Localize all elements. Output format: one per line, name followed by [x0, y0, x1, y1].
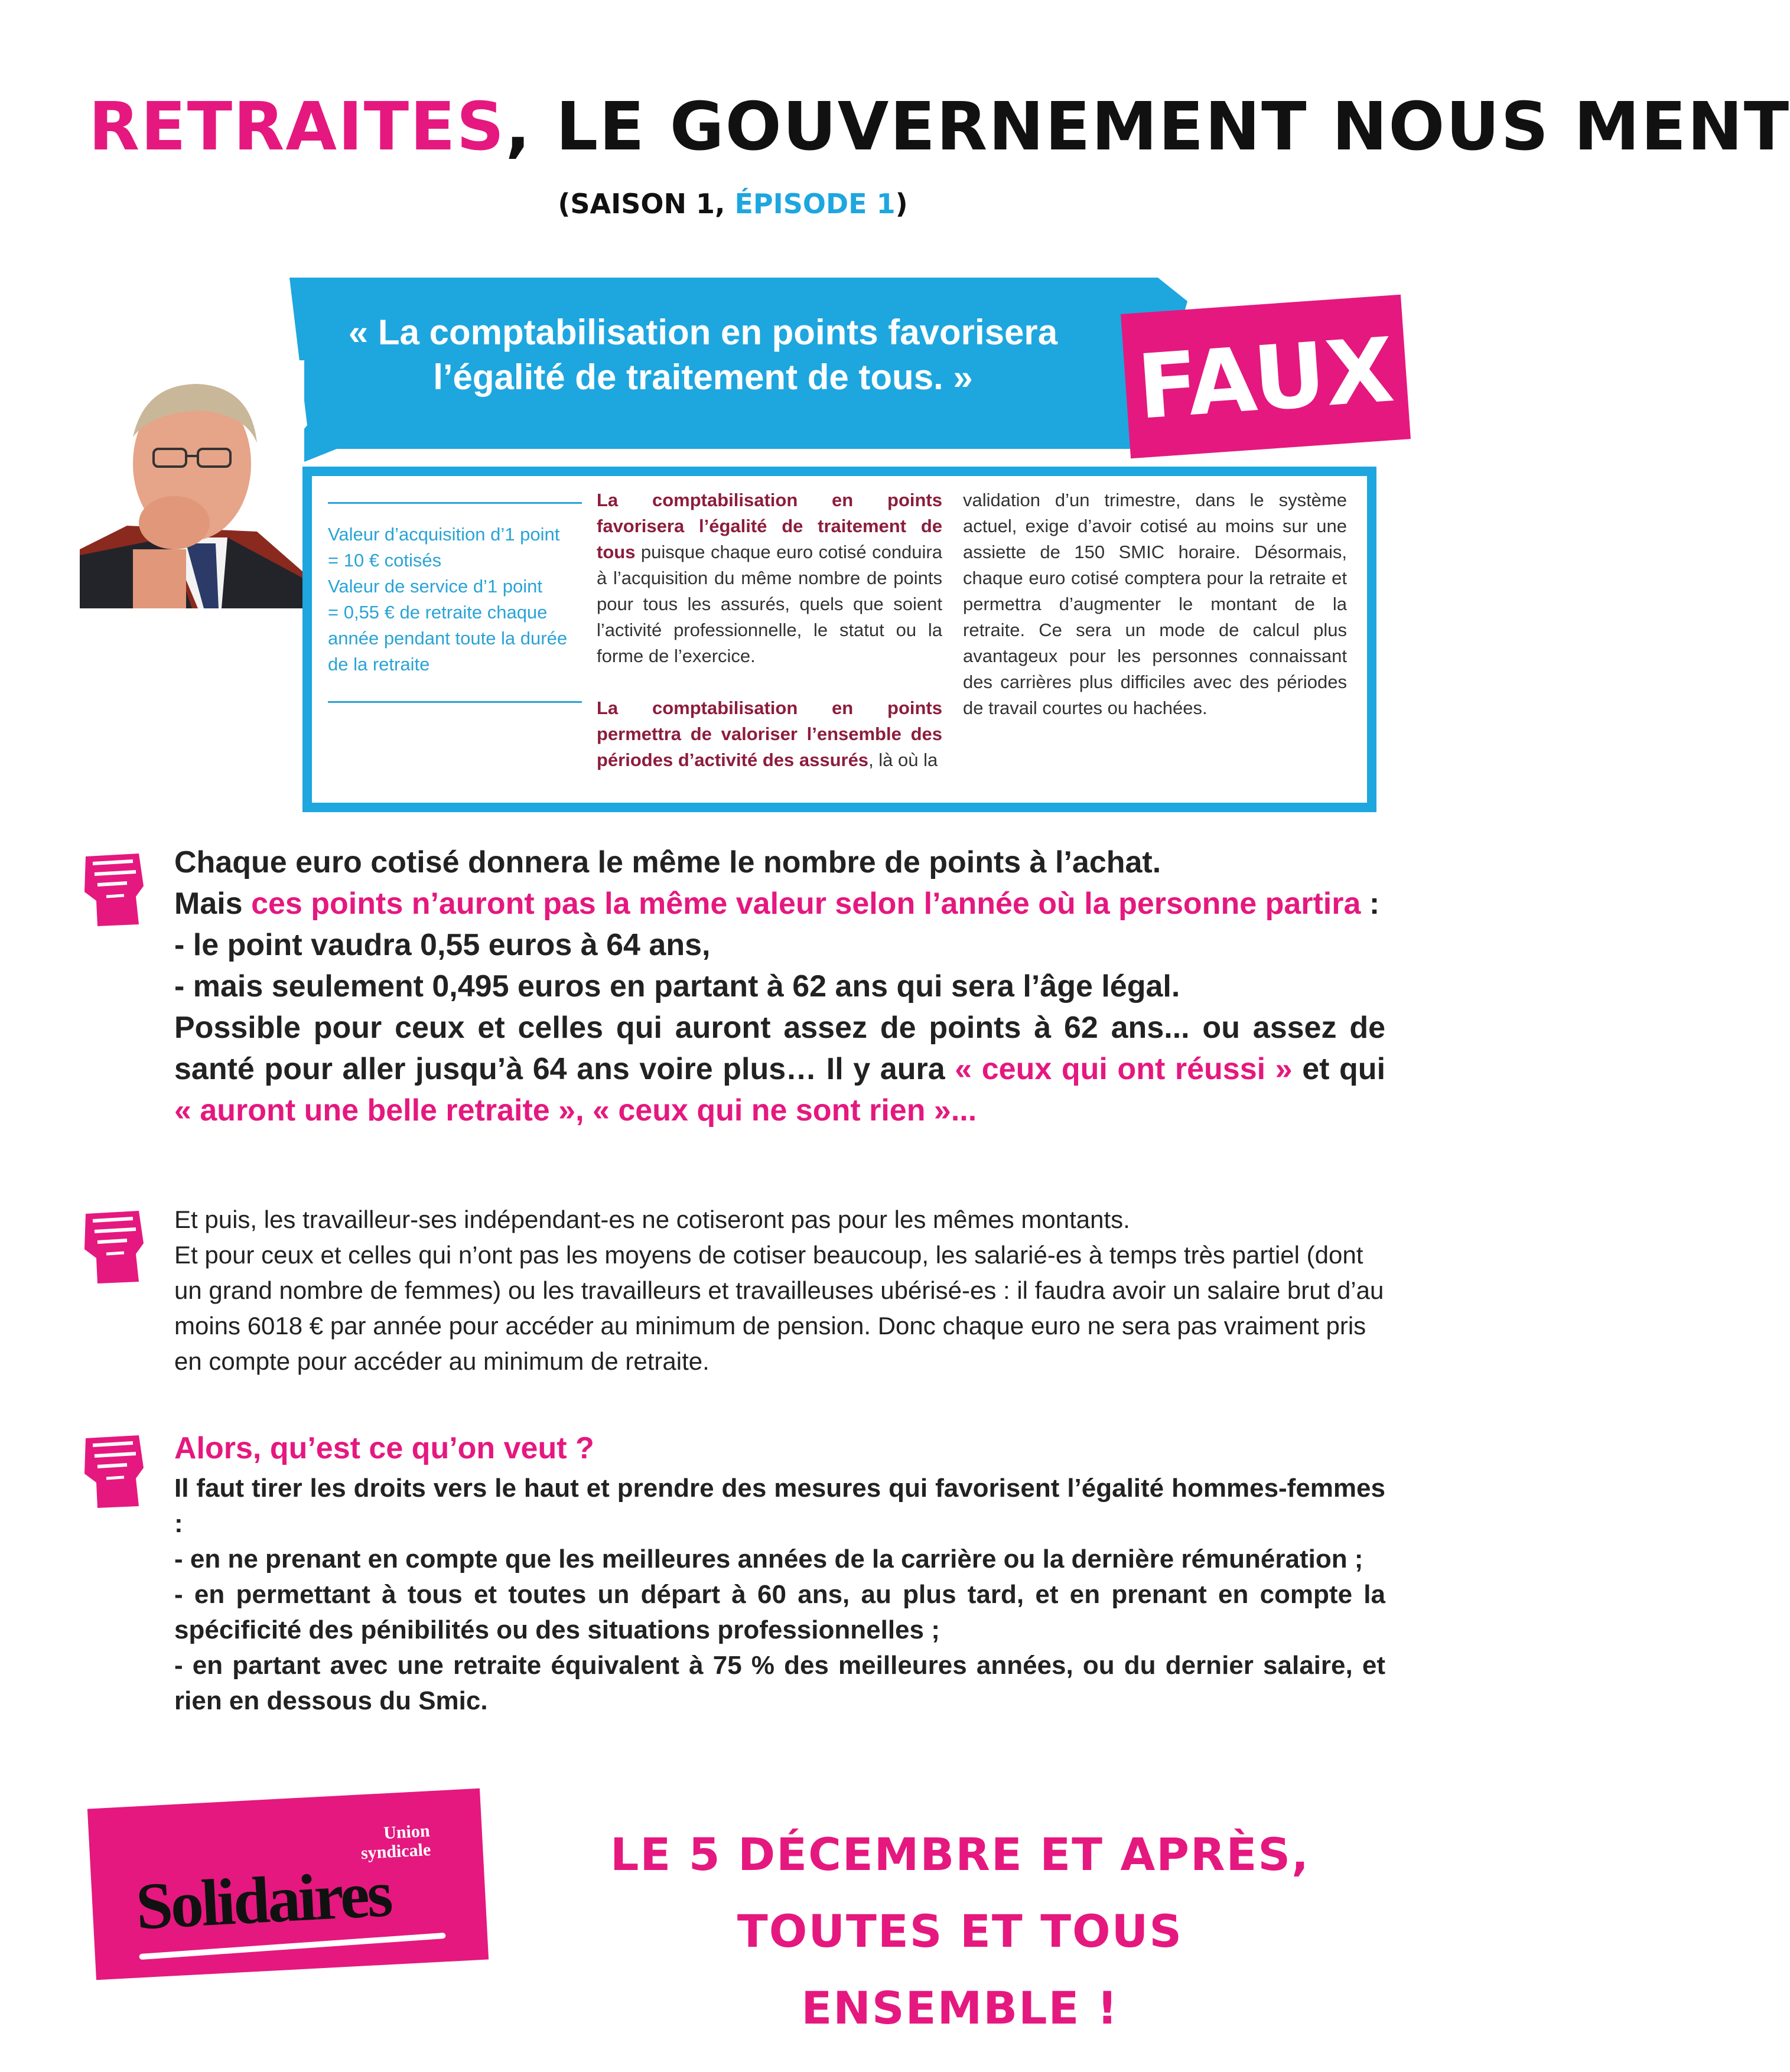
section-demands [174, 1471, 1385, 1719]
section1-paragraph [174, 883, 1385, 924]
section1-possible-text: Possible pour ceux et celles qui auront assez de points à 62 ans... ou assez de santé pour aller jusqu’à 64 ans voire plus… Il y aura [174, 1011, 1385, 1086]
section3-bullet3: - en partant avec une retraite équivalent à 75 % des meilleures années, ou du dernier salaire, et rien en dessous du Smic. [174, 1651, 1385, 1715]
faux-label: FAUX [1134, 319, 1398, 439]
quote-text [289, 310, 1117, 400]
title-rest: , LE GOUVERNEMENT NOUS MENT [505, 89, 1790, 165]
section1-quote1: « ceux qui ont réussi » [955, 1052, 1293, 1086]
page-title [89, 89, 1790, 177]
raised-fist-icon [80, 1432, 148, 1509]
excerpt-left-line: Valeur de service d’1 point [328, 576, 543, 597]
section1-bullet2: - mais seulement 0,495 euros en partant à 62 ans qui sera l’âge légal. [174, 969, 1180, 1004]
section3-title: Alors, qu’est ce qu’on veut ? [174, 1431, 594, 1465]
excerpt-middle-column [597, 487, 942, 773]
subtitle-close: ) [895, 188, 908, 220]
excerpt-left-line: = 0,55 € de retraite chaque [328, 602, 548, 623]
section1-quote2: « auront une belle retraite », « ceux qui ne sont rien »... [174, 1093, 977, 1128]
section-independants [174, 1202, 1385, 1379]
excerpt-text-2: , là où la [868, 750, 938, 770]
quote-line-1: « La comptabilisation en points favorisera [348, 312, 1058, 352]
excerpt-text-1: puisque chaque euro cotisé conduira à l’acquisition du même nombre de points pour tous les assurés, quels que soient l’activité professionnelle, le statut ou la forme de l’exercice. [597, 542, 942, 666]
excerpt-heading-2: La comptabilisation en points permettra de valoriser l’ensemble des périodes d’activité des assurés [597, 698, 942, 770]
section1-possible [174, 1007, 1385, 1131]
excerpt-left-line: = 10 € cotisés [328, 550, 442, 571]
section3-bullet1: - en ne prenant en compte que les meilleures années de la carrière ou la dernière rémunération ; [174, 1545, 1363, 1573]
section-points-value [174, 842, 1385, 1131]
portrait-photo [80, 360, 304, 608]
section3-bullet2: - en permettant à tous et toutes un départ à 60 ans, au plus tard, et en prenant en compte la spécificité des pénibilités ou des situations professionnelles ; [174, 1580, 1385, 1644]
quote-line-2: l’égalité de traitement de tous. » [433, 357, 973, 397]
section2-line2: Et pour ceux et celles qui n’ont pas les moyens de cotiser beaucoup, les salarié-es à temps très partiel (dont un grand nombre de femmes) ou les travailleurs et travailleuses ubérisé-es : il faudra avoir un salaire brut d’au moins 6018 € par année pour accéder au minimum de pension. Donc chaque euro ne sera pas vraiment pris en compte pour accéder au minimum de retraite. [174, 1241, 1384, 1375]
title-highlight: RETRAITES [89, 89, 506, 165]
slogan-line2: TOUTES ET TOUS ENSEMBLE ! [737, 1905, 1183, 2034]
logo-syndicale: syndicale [360, 1840, 432, 1864]
logo-union: Union [383, 1821, 431, 1843]
raised-fist-icon [80, 1208, 148, 1285]
subtitle-open: (SAISON 1, [558, 188, 735, 220]
slogan-line1: LE 5 DÉCEMBRE ET APRÈS, [610, 1828, 1310, 1881]
section2-line1: Et puis, les travailleur-ses indépendant-es ne cotiseront pas pour les mêmes montants. [174, 1206, 1130, 1233]
section1-highlight: ces points n’auront pas la même valeur selon l’année où la personne partira [251, 887, 1361, 921]
excerpt-paragraph-1 [597, 487, 942, 669]
excerpt-paragraph-2 [597, 695, 942, 773]
section1-colon: : [1361, 887, 1380, 921]
section1-line1: Chaque euro cotisé donnera le même le nombre de points à l’achat. [174, 845, 1161, 879]
section1-mais: Mais [174, 887, 252, 921]
logo-name: Solidaires [134, 1857, 392, 1944]
excerpt-left-line: année pendant toute la durée [328, 628, 568, 649]
excerpt-left-line: Valeur d’acquisition d’1 point [328, 524, 560, 545]
subtitle [0, 188, 1466, 220]
section1-et-qui: et qui [1292, 1052, 1386, 1086]
raised-fist-icon [80, 851, 148, 927]
excerpt-left-column [328, 502, 582, 703]
closing-slogan [591, 1816, 1329, 2047]
excerpt-rule-top [328, 502, 582, 504]
excerpt-right-column: validation d’un trimestre, dans le système actuel, exige d’avoir cotisé au moins sur une assiette de 150 SMIC horaire. Désormais, chaque euro cotisé comptera pour la retraite et permettra d’augmenter le montant de la retraite. Ce sera un mode de calcul plus avantageux pour les personnes connaissant des carrières plus difficiles avec des périodes de travail courtes ou hachées. [963, 490, 1347, 718]
subtitle-episode: ÉPISODE 1 [734, 188, 896, 220]
excerpt-left-line: de la retraite [328, 654, 430, 675]
excerpt-left-text [328, 522, 582, 677]
excerpt-heading-1: La comptabilisation en points favorisera l’égalité de traitement de tous [597, 490, 942, 562]
excerpt-rule-bottom [328, 701, 582, 703]
section3-intro: Il faut tirer les droits vers le haut et prendre des mesures qui favorisent l’égalité hommes-femmes : [174, 1474, 1385, 1538]
section1-bullet1: - le point vaudra 0,55 euros à 64 ans, [174, 928, 711, 962]
